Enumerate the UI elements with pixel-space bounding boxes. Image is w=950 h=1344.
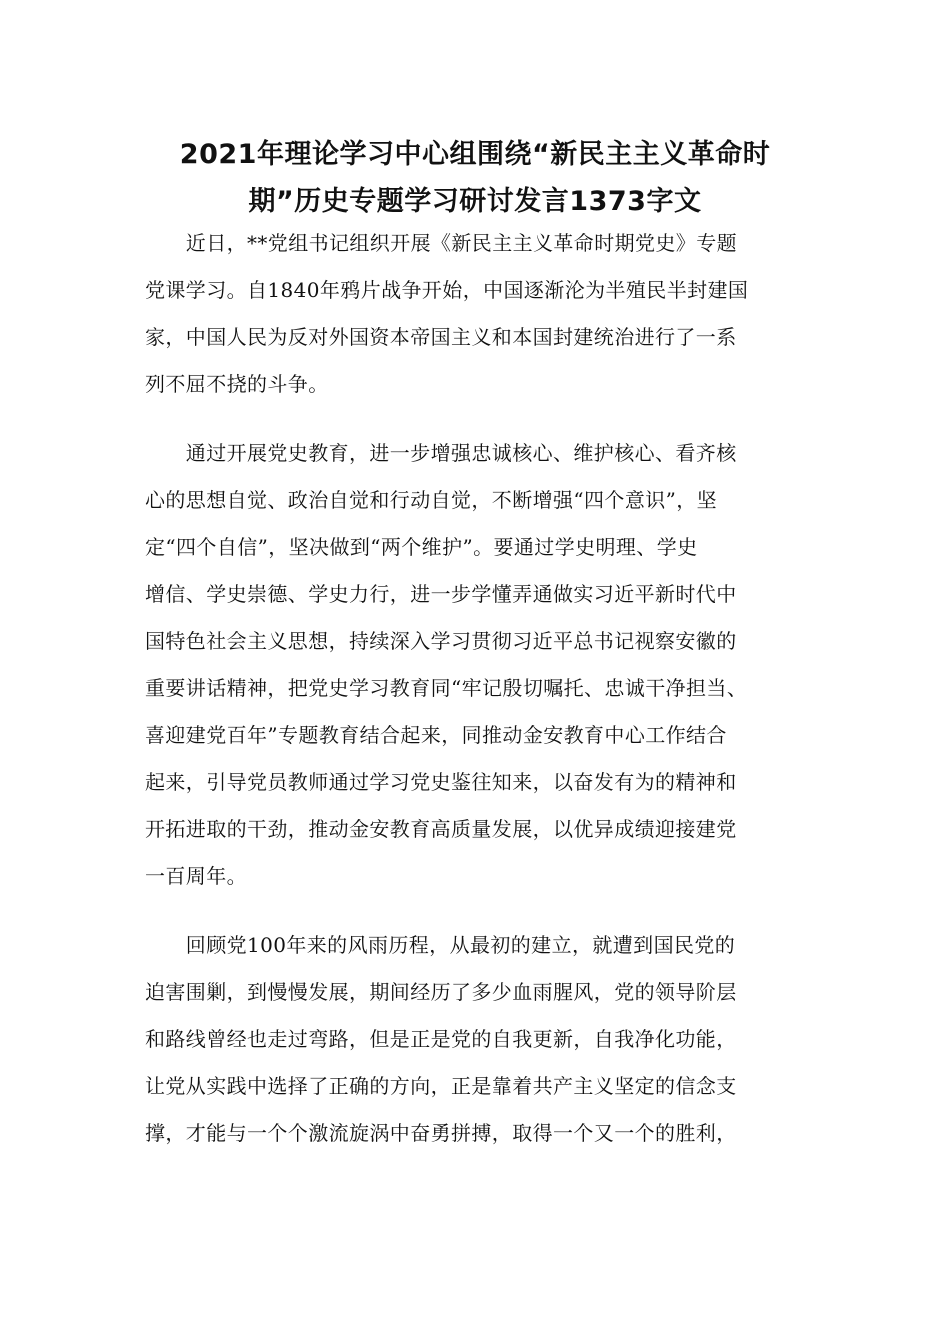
text-line: 增信、学史崇德、学史力行，进一步学懂弄通做实习近平新时代中 <box>145 582 737 606</box>
text-line: 近日，**党组书记组织开展《新民主主义革命时期党史》专题 <box>145 231 737 255</box>
text-line: 喜迎建党百年”专题教育结合起来，同推动金安教育中心工作结合 <box>145 723 727 747</box>
paragraph-2 <box>145 430 805 900</box>
title-line: 期”历史专题学习研讨发言1373字文 <box>248 186 702 217</box>
text-line: 国特色社会主义思想，持续深入学习贯彻习近平总书记视察安徽的 <box>145 629 737 653</box>
title-line: 2021年理论学习中心组围绕“新民主主义革命时 <box>179 139 771 170</box>
text-line: 一百周年。 <box>145 864 247 888</box>
text-line: 回顾党100年来的风雨历程，从最初的建立，就遭到国民党的 <box>145 933 736 957</box>
text-line: 迫害围剿，到慢慢发展，期间经历了多少血雨腥风，党的领导阶层 <box>145 980 737 1004</box>
text-line: 重要讲话精神，把党史学习教育同“牢记殷切嘱托、忠诚干净担当、 <box>145 676 748 700</box>
paragraph-3 <box>145 922 805 1157</box>
text-line: 让党从实践中选择了正确的方向，正是靠着共产主义坚定的信念支 <box>145 1074 737 1098</box>
text-line: 党课学习。自1840年鸦片战争开始，中国逐渐沦为半殖民半封建国 <box>145 278 749 302</box>
paragraph-1 <box>145 220 805 408</box>
text-line: 撑，才能与一个个激流旋涡中奋勇拼搏，取得一个又一个的胜利， <box>145 1121 737 1145</box>
text-line: 开拓进取的干劲，推动金安教育高质量发展，以优异成绩迎接建党 <box>145 817 737 841</box>
text-line: 列不屈不挠的斗争。 <box>145 372 329 396</box>
document-body <box>145 220 805 1179</box>
text-line: 心的思想自觉、政治自觉和行动自觉，不断增强“四个意识”，坚 <box>145 488 718 512</box>
text-line: 定“四个自信”，坚决做到“两个维护”。要通过学史明理、学史 <box>145 535 698 559</box>
text-line: 家，中国人民为反对外国资本帝国主义和本国封建统治进行了一系 <box>145 325 737 349</box>
text-line: 通过开展党史教育，进一步增强忠诚核心、维护核心、看齐核 <box>145 441 737 465</box>
text-line: 和路线曾经也走过弯路，但是正是党的自我更新，自我净化功能， <box>145 1027 737 1051</box>
text-line: 起来，引导党员教师通过学习党史鉴往知来，以奋发有为的精神和 <box>145 770 737 794</box>
document-title <box>0 131 950 225</box>
